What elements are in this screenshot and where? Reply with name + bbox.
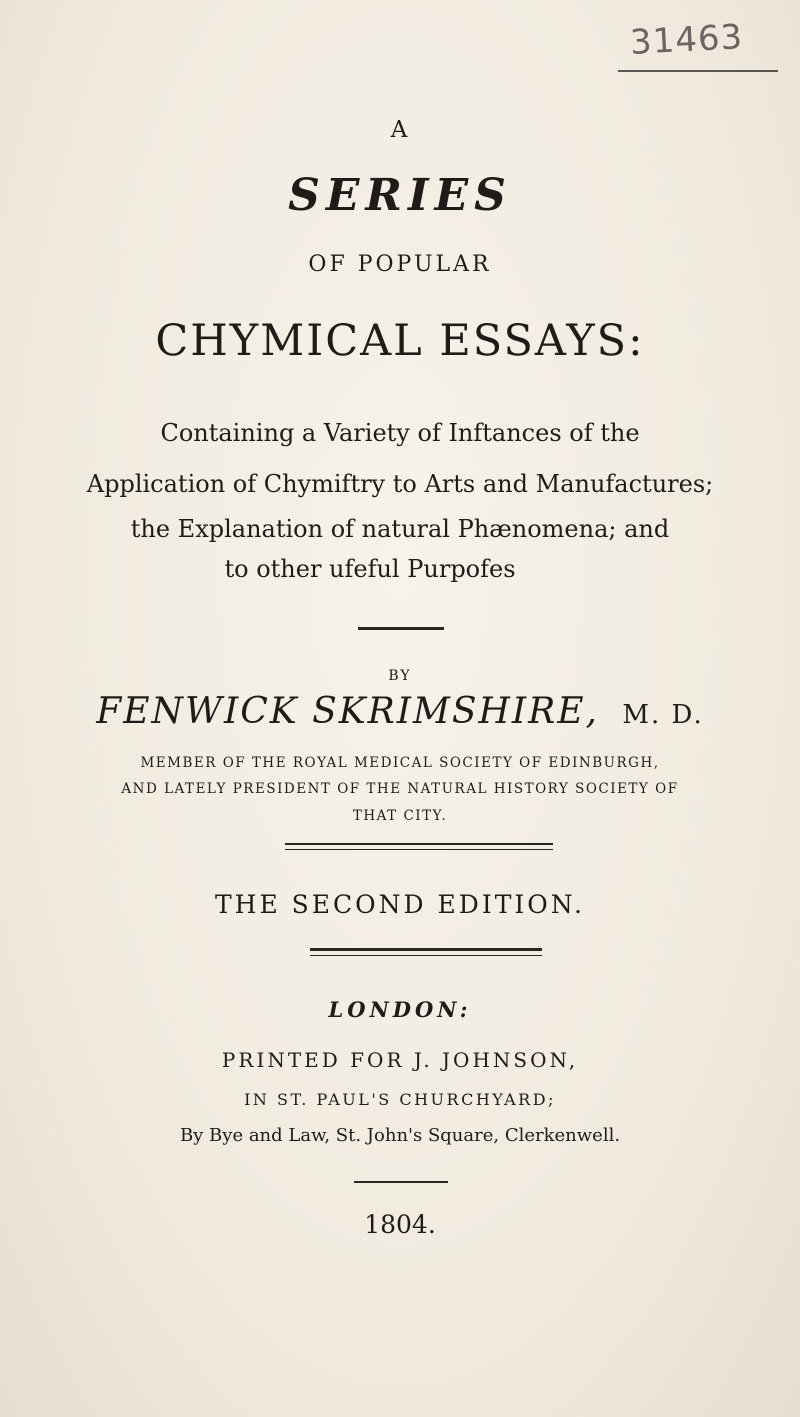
thin-rule	[310, 955, 542, 956]
author-line	[0, 691, 800, 732]
main-title: CHYMICAL ESSAYS:	[155, 316, 645, 366]
description-line-1: Containing a Variety of Inftances of the	[160, 419, 640, 447]
series-heading: SERIES	[288, 170, 512, 221]
imprint-line-2: IN ST. PAUL'S CHURCHYARD;	[244, 1090, 556, 1109]
article-a: A	[390, 117, 410, 143]
short-rule	[354, 1181, 448, 1183]
credentials-line-2: AND LATELY PRESIDENT OF THE NATURAL HISTORY SOCIETY OF	[121, 781, 679, 797]
description-line-2: Application of Chymiftry to Arts and Manufactures;	[86, 470, 714, 498]
double-rule-bottom	[285, 849, 553, 850]
imprint-line-1: PRINTED FOR J. JOHNSON,	[221, 1048, 579, 1072]
author-degree: M. D.	[622, 700, 704, 730]
imprint-line-3: By Bye and Law, St. John's Square, Clerkenwell.	[179, 1125, 621, 1146]
shelfmark: 31463	[629, 17, 745, 63]
double-rule-top	[285, 843, 553, 845]
by-line: BY	[388, 668, 412, 684]
edition: THE SECOND EDITION.	[215, 890, 585, 919]
shelfmark-underline	[618, 70, 778, 72]
ornament-rule	[358, 627, 444, 630]
description-line-4: to other ufeful Purpofes	[224, 555, 516, 583]
year: 1804.	[364, 1210, 436, 1239]
credentials-line-3: THAT CITY.	[352, 808, 448, 824]
of-popular: OF POPULAR	[308, 252, 492, 277]
author-name: FENWICK SKRIMSHIRE,	[96, 691, 599, 732]
imprint-city: LONDON:	[328, 997, 472, 1022]
thick-rule	[310, 948, 542, 951]
credentials-line-1: MEMBER OF THE ROYAL MEDICAL SOCIETY OF EDINBURGH,	[140, 755, 660, 771]
description-line-3: the Explanation of natural Phænomena; and	[130, 515, 670, 543]
